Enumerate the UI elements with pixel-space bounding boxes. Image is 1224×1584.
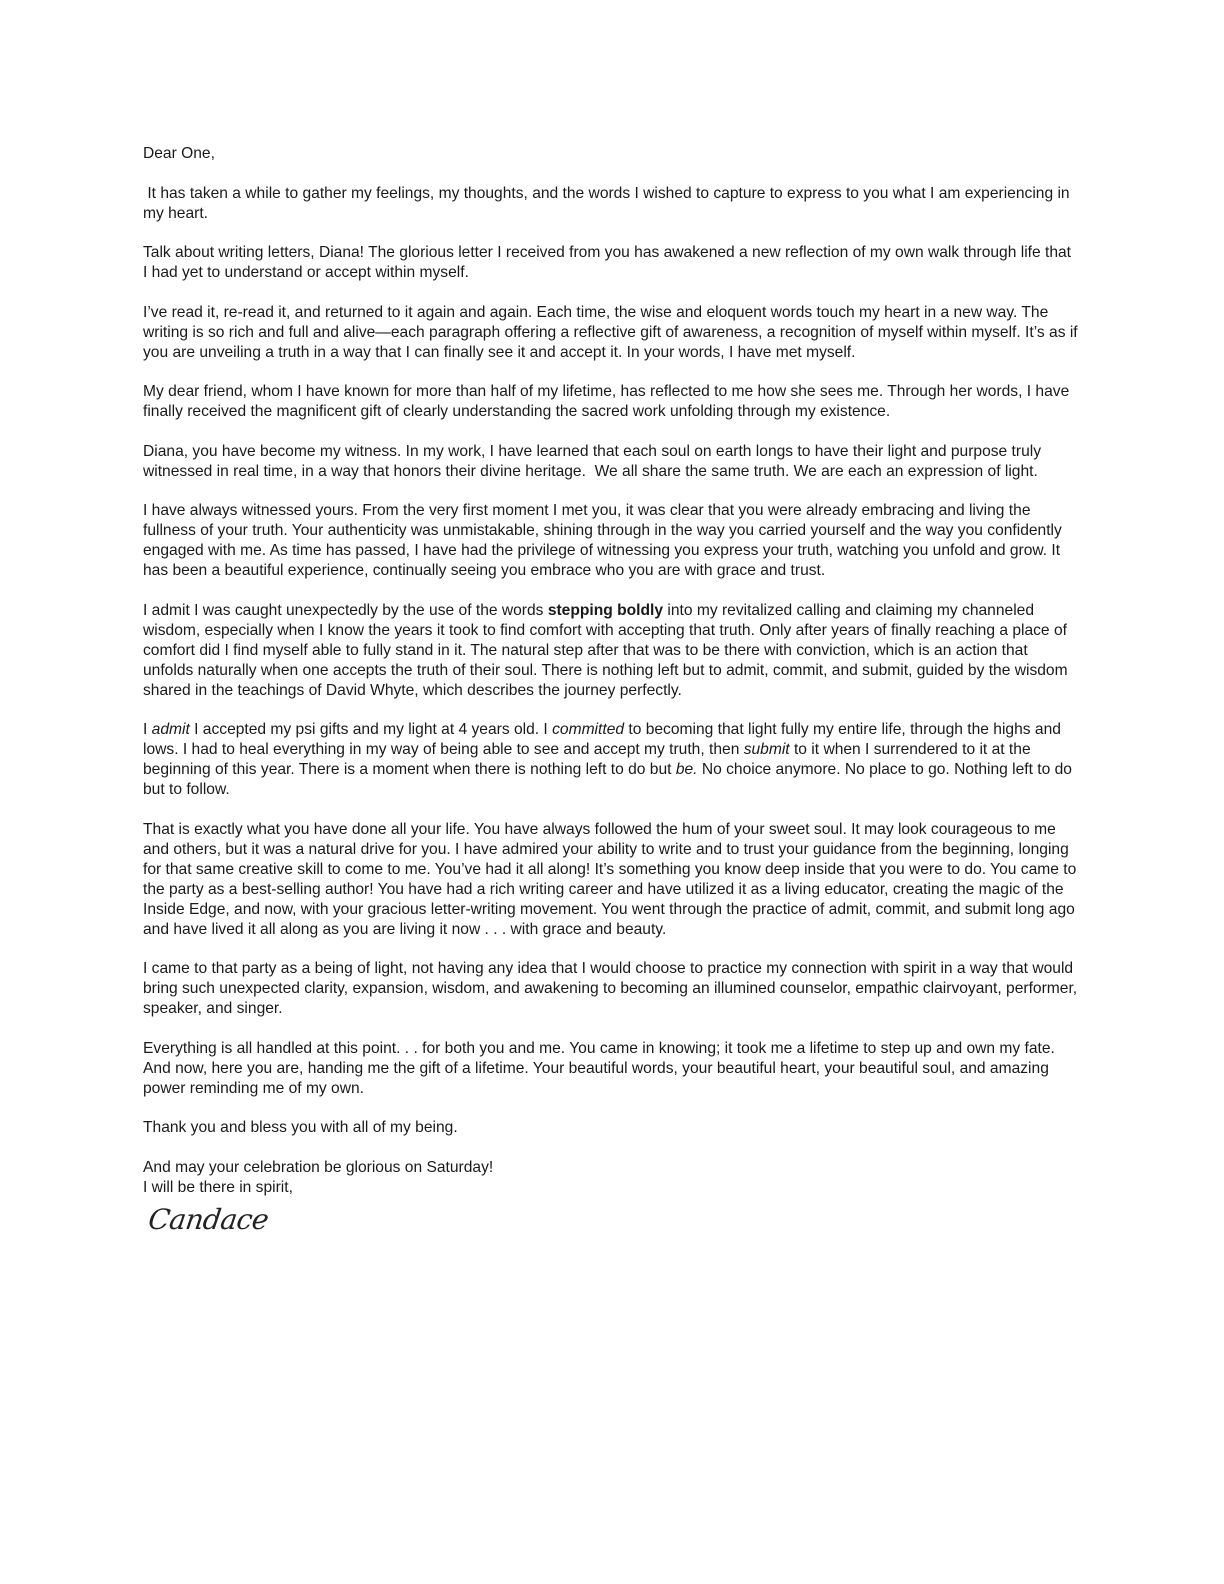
submit-emphasis: submit: [743, 741, 790, 758]
paragraph-8-text-d: to it when I surrendered to it at the beginning of this year. There is a moment when there is nothing left to do but: [143, 741, 1031, 778]
paragraph-9: That is exactly what you have done all your life. You have always followed the hum of your sweet soul. It may look courageous to me and others, but it was a natural drive for you. I have admired your ability to write and to trust your guidance from the beginning, longing for that same creative skill to come to me. You’ve had it all along! It’s something you know deep inside that you were to do. You came to the party as a best-selling author! You have had a rich writing career and have utilized it as a living educator, creating the magic of the Inside Edge, and now, with your gracious letter-writing movement. You went through the practice of admit, commit, and submit long ago and have lived it all along as you are living it now . . . with grace and beauty.: [143, 820, 1077, 938]
paragraph-6: I have always witnessed yours. From the very first moment I met you, it was clear that you were already embracing and living the fullness of your truth. Your authenticity was unmistakable, shining through in the way you carried yourself and the way you confidently engaged with me. As time has passed, I have had the privilege of witnessing you express your truth, watching you unfold and grow. It has been a beautiful experience, continually seeing you embrace who you are with grace and trust.: [143, 502, 1062, 579]
closing-line-2: I will be there in spirit,: [143, 1178, 293, 1196]
committed-emphasis: committed: [552, 721, 625, 738]
paragraph-7-text-a: I admit I was caught unexpectedly by the use of the words: [143, 601, 548, 619]
be-emphasis: be.: [675, 761, 698, 778]
paragraph-3: I’ve read it, re-read it, and returned to it again and again. Each time, the wise and eloquent words touch my heart in a new way. The writing is so rich and full and alive—each paragraph offering a reflective gift of awareness, a recognition of myself within myself. It’s as if you are unveiling a truth in a way that I can finally see it and accept it. In your words, I have met myself.: [143, 303, 1078, 361]
paragraph-2: Talk about writing letters, Diana! The glorious letter I received from you has awakened a new reflection of my own walk through life that I had yet to understand or accept within myself.: [143, 244, 1072, 281]
paragraph-7-text-b: into my revitalized calling and claiming my channeled wisdom, especially when I know the years it took to find comfort with accepting that truth. Only after years of finally reaching a place of comfort did I find myself able to fully stand in it. The natural step after that was to be there with conviction, which is an action that unfolds naturally when one accepts the truth of their soul. There is nothing left but to admit, commit, and submit, guided by the wisdom shared in the teachings of David Whyte, which describes the journey perfectly.: [143, 601, 1068, 699]
letter-body: [143, 144, 1078, 1238]
admit-emphasis: admit: [151, 721, 190, 738]
paragraph-4: My dear friend, whom I have known for more than half of my lifetime, has reflected to me how she sees me. Through her words, I have finally received the magnificent gift of clearly understanding the sacred work unfolding through my existence.: [143, 383, 1070, 420]
stepping-boldly-emphasis: stepping boldly: [547, 601, 664, 619]
paragraph-7: [143, 601, 1078, 701]
paragraph-12: Thank you and bless you with all of my being.: [143, 1119, 458, 1136]
paragraph-5: Diana, you have become my witness. In my work, I have learned that each soul on earth longs to have their light and purpose truly witnessed in real time, in a way that honors their divine heritage. We all share the same truth. We are each an expression of light.: [143, 442, 1046, 480]
closing-line-1: And may your celebration be glorious on Saturday!: [143, 1158, 494, 1176]
paragraph-11: Everything is all handled at this point. . . for both you and me. You came in knowing; it took me a lifetime to step up and own my fate. And now, here you are, handing me the gift of a lifetime. Your beautiful words, your beautiful heart, your beautiful soul, and amazing power reminding me of my own.: [143, 1039, 1055, 1097]
paragraph-8-text-e: No choice anymore. No place to go. Nothing left to do but to follow.: [143, 761, 1072, 798]
paragraph-8-text-c: to becoming that light fully my entire life, through the highs and lows. I had to heal everything in my way of being able to see and accept my truth, then: [143, 721, 1061, 758]
signature-container: [143, 1198, 1078, 1238]
salutation: Dear One,: [143, 145, 215, 162]
paragraph-10: I came to that party as a being of light, not having any idea that I would choose to practice my connection with spirit in a way that would bring such unexpected clarity, expansion, wisdom, and awakening to becoming an illumined counselor, empathic clairvoyant, performer, speaker, and singer.: [143, 960, 1078, 1017]
paragraph-1: It has taken a while to gather my feelings, my thoughts, and the words I wished to capture to express to you what I am experiencing in my heart.: [143, 184, 1074, 222]
paragraph-8-text-b: I accepted my psi gifts and my light at 4 years old. I: [189, 721, 553, 738]
paragraph-8: [143, 720, 1078, 800]
paragraph-8-text-a: I: [143, 721, 152, 738]
signature: Candace: [146, 1202, 271, 1236]
